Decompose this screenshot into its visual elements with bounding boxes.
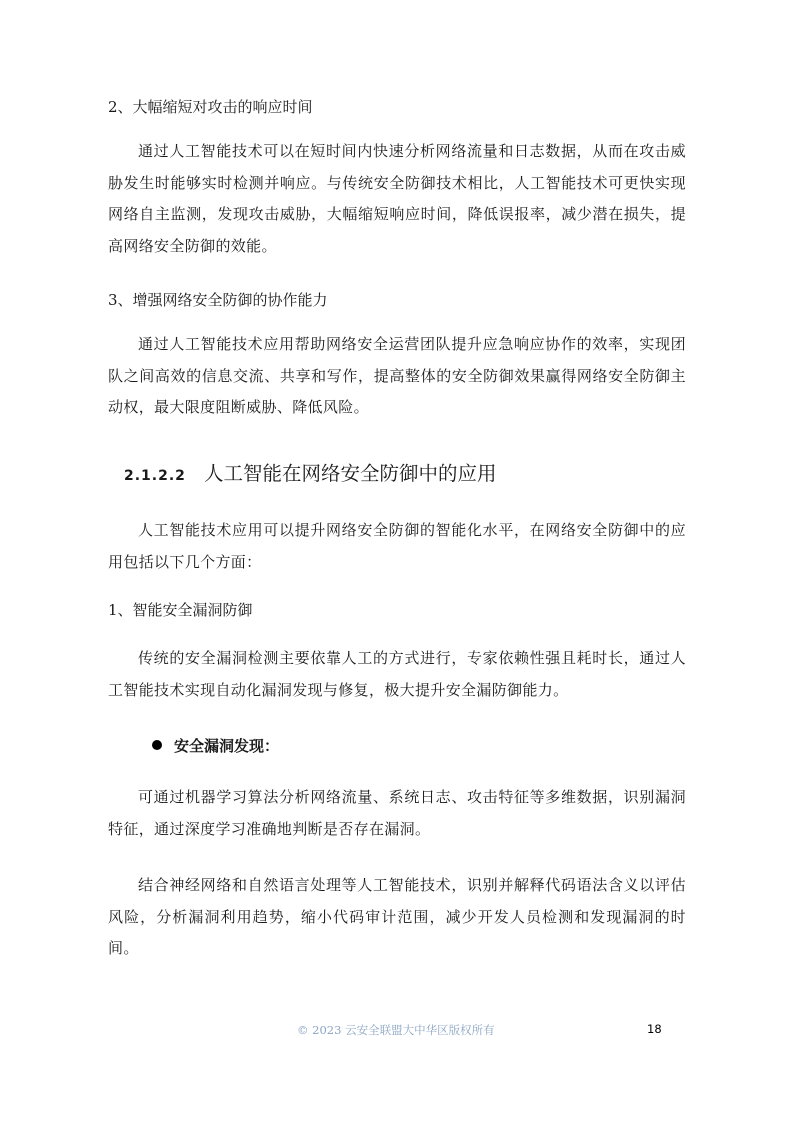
bullet-item [152, 735, 279, 756]
section-intro: 人工智能技术应用可以提升网络安全防御的智能化水平，在网络安全防御中的应用包括以下几个方面： [108, 521, 686, 571]
paragraph-collaboration: 通过人工智能技术应用帮助网络安全运营团队提升应急响应协作的效率，实现团队之间高效的信息交流、共享和写作，提高整体的安全防御效果赢得网络安全防御主动权，最大限度阻断威胁、降低风险。 [108, 335, 686, 416]
section-title: 人工智能在网络安全防御中的应用 [204, 462, 497, 485]
paragraph-nlp-analysis: 结合神经网络和自然语言处理等人工智能技术，识别并解释代码语法含义以评估风险，分析漏洞利用趋势，缩小代码审计范围，减少开发人员检测和发现漏洞的时间。 [108, 876, 686, 957]
bullet-dot-icon [152, 740, 162, 750]
paragraph-response-time: 通过人工智能技术可以在短时间内快速分析网络流量和日志数据，从而在攻击威胁发生时能够实时检测并响应。与传统安全防御技术相比，人工智能技术可更快实现网络自主监测，发现攻击威胁，大幅缩短响应时间，降低误报率，减少潜在损失，提高网络安全防御的效能。 [108, 142, 686, 255]
section-heading [124, 458, 497, 486]
heading-response-time: 2、大幅缩短对攻击的响应时间 [108, 98, 313, 116]
section-number: 2.1.2.2 [124, 468, 186, 484]
heading-collaboration: 3、增强网络安全防御的协作能力 [108, 291, 328, 309]
heading-vuln-defense: 1、智能安全漏洞防御 [108, 601, 253, 619]
footer-copyright: © 2023 云安全联盟大中华区版权所有 [297, 1023, 495, 1037]
bullet-label: 安全漏洞发现： [174, 737, 280, 755]
paragraph-vuln-defense: 传统的安全漏洞检测主要依靠人工的方式进行，专家依赖性强且耗时长，通过人工智能技术实现自动化漏洞发现与修复，极大提升安全漏防御能力。 [108, 649, 686, 699]
paragraph-ml-analysis: 可通过机器学习算法分析网络流量、系统日志、攻击特征等多维数据，识别漏洞特征，通过深度学习准确地判断是否存在漏洞。 [108, 788, 686, 838]
page-number: 18 [647, 1022, 662, 1036]
